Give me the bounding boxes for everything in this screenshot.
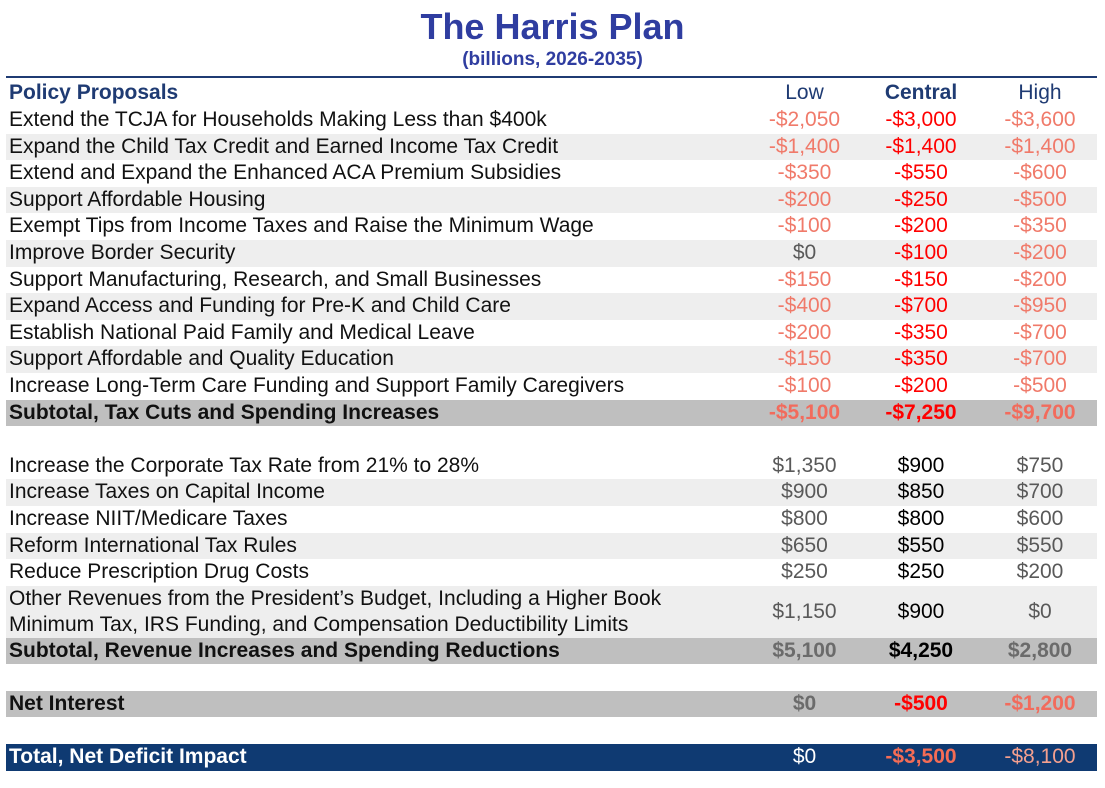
subtotal-row-spending [6, 400, 1097, 427]
row-label: Increase Long-Term Care Funding and Support Family Caregivers [9, 373, 625, 397]
table-row [6, 213, 1097, 240]
row-central: -$250 [859, 187, 983, 214]
table-row [6, 586, 1097, 638]
table-row [6, 506, 1097, 533]
row-low: -$200 [777, 320, 832, 344]
row-central: $4,250 [859, 638, 983, 665]
row-low: -$2,050 [768, 108, 841, 131]
row-central: -$200 [894, 373, 948, 397]
row-label: Exempt Tips from Income Taxes and Raise the Minimum Wage [9, 214, 594, 238]
row-low: $5,100 [750, 638, 859, 665]
row-low: $800 [781, 506, 828, 530]
table-row [6, 267, 1097, 294]
header-low: Low [785, 81, 824, 104]
row-low: -$100 [777, 214, 832, 238]
header-high: High [1018, 81, 1062, 104]
row-low: -$350 [777, 161, 832, 185]
row-low: $650 [750, 533, 859, 560]
subtotal-row-revenue [6, 638, 1097, 665]
row-high: -$700 [1013, 320, 1067, 344]
row-high: $600 [1016, 506, 1064, 530]
row-central: $550 [859, 533, 983, 560]
row-high: -$9,700 [983, 400, 1097, 427]
table-row [6, 533, 1097, 560]
table-row [6, 293, 1097, 320]
table-row [6, 107, 1097, 134]
row-low: -$400 [750, 293, 859, 320]
row-central: -$500 [859, 691, 983, 718]
row-central: -$7,250 [859, 400, 983, 427]
row-high: -$700 [983, 346, 1097, 373]
row-high: -$600 [1013, 161, 1067, 185]
table-row [6, 479, 1097, 506]
row-label: Increase the Corporate Tax Rate from 21% to 28% [9, 453, 480, 477]
row-label: Support Manufacturing, Research, and Small Businesses [9, 267, 542, 291]
row-central: $900 [897, 453, 945, 477]
row-central: -$700 [859, 293, 983, 320]
row-label: Net Interest [6, 691, 750, 718]
table-row [6, 160, 1097, 187]
table-header-row [6, 79, 1097, 107]
row-low: $1,150 [750, 586, 859, 638]
table-row [6, 134, 1097, 161]
row-high: $0 [983, 586, 1097, 638]
row-central: $850 [859, 479, 983, 506]
row-label: Increase Taxes on Capital Income [6, 479, 750, 506]
row-low: $250 [781, 560, 828, 584]
row-label: Establish National Paid Family and Medical Leave [9, 320, 475, 344]
row-label-line2: Minimum Tax, IRS Funding, and Compensation Deductibility Limits [9, 612, 629, 636]
row-label: Expand the Child Tax Credit and Earned Income Tax Credit [6, 134, 750, 161]
row-high: -$500 [983, 187, 1097, 214]
table-row [6, 240, 1097, 267]
row-central: -$350 [894, 320, 948, 344]
row-central: -$200 [894, 214, 948, 238]
table-row [6, 187, 1097, 214]
row-high: -$200 [983, 240, 1097, 267]
row-high: $200 [1016, 560, 1064, 584]
row-label: Subtotal, Tax Cuts and Spending Increases [6, 400, 750, 427]
header-rule [6, 76, 1097, 78]
row-central: -$3,000 [885, 108, 957, 131]
row-high: $750 [1016, 453, 1064, 477]
row-high: -$3,600 [1004, 108, 1076, 131]
row-label: Extend and Expand the Enhanced ACA Premium Subsidies [9, 161, 562, 185]
row-high: $2,800 [983, 638, 1097, 665]
row-label: Reduce Prescription Drug Costs [9, 560, 309, 584]
header-policy-proposals: Policy Proposals [9, 81, 179, 104]
row-label: Total, Net Deficit Impact [6, 744, 750, 771]
row-central: -$1,400 [859, 134, 983, 161]
table-row [6, 346, 1097, 373]
row-high: -$1,400 [983, 134, 1097, 161]
page-title: The Harris Plan [420, 6, 685, 47]
row-low: -$150 [750, 346, 859, 373]
total-row [6, 744, 1097, 771]
spacer-row [6, 664, 1097, 691]
row-high: -$1,200 [983, 691, 1097, 718]
row-low: $1,350 [772, 453, 837, 477]
row-label: Reform International Tax Rules [6, 533, 750, 560]
row-high: -$350 [1013, 214, 1067, 238]
row-low: -$150 [777, 267, 832, 291]
row-label: Support Affordable Housing [6, 187, 750, 214]
row-central: $800 [897, 506, 945, 530]
row-label: Subtotal, Revenue Increases and Spending Reductions [6, 638, 750, 665]
row-high: -$8,100 [983, 744, 1097, 771]
row-label: Expand Access and Funding for Pre-K and Child Care [6, 293, 750, 320]
title-block [0, 0, 1105, 72]
policy-table [6, 79, 1097, 771]
table-row [6, 373, 1097, 400]
row-high: -$500 [1013, 373, 1067, 397]
table-row [6, 559, 1097, 586]
row-low: -$1,400 [750, 134, 859, 161]
row-low: $900 [750, 479, 859, 506]
row-label [6, 586, 750, 638]
row-low: -$100 [777, 373, 832, 397]
row-central: -$150 [894, 267, 948, 291]
row-low: -$200 [750, 187, 859, 214]
spacer-row [6, 717, 1097, 744]
row-central: -$3,500 [859, 744, 983, 771]
row-label: Support Affordable and Quality Education [6, 346, 750, 373]
row-central: -$350 [859, 346, 983, 373]
row-low: $0 [750, 744, 859, 771]
row-high: -$950 [983, 293, 1097, 320]
row-high: $550 [983, 533, 1097, 560]
header-central: Central [884, 81, 958, 104]
row-label-line1: Other Revenues from the President’s Budget, Including a Higher Book [9, 586, 662, 610]
row-low: $0 [750, 240, 859, 267]
row-label: Increase NIIT/Medicare Taxes [9, 506, 288, 530]
table-row [6, 320, 1097, 347]
page-subtitle: (billions, 2026-2035) [462, 49, 643, 70]
row-central: -$550 [894, 161, 948, 185]
row-label: Extend the TCJA for Households Making Less than $400k [9, 108, 547, 131]
row-low: -$5,100 [750, 400, 859, 427]
row-central: $900 [859, 586, 983, 638]
table-row [6, 453, 1097, 480]
row-label: Improve Border Security [6, 240, 750, 267]
row-central: -$100 [859, 240, 983, 267]
row-high: -$200 [1013, 267, 1067, 291]
row-high: $700 [983, 479, 1097, 506]
spacer-row [6, 426, 1097, 453]
row-central: $250 [897, 560, 945, 584]
net-interest-row [6, 691, 1097, 718]
row-low: $0 [750, 691, 859, 718]
